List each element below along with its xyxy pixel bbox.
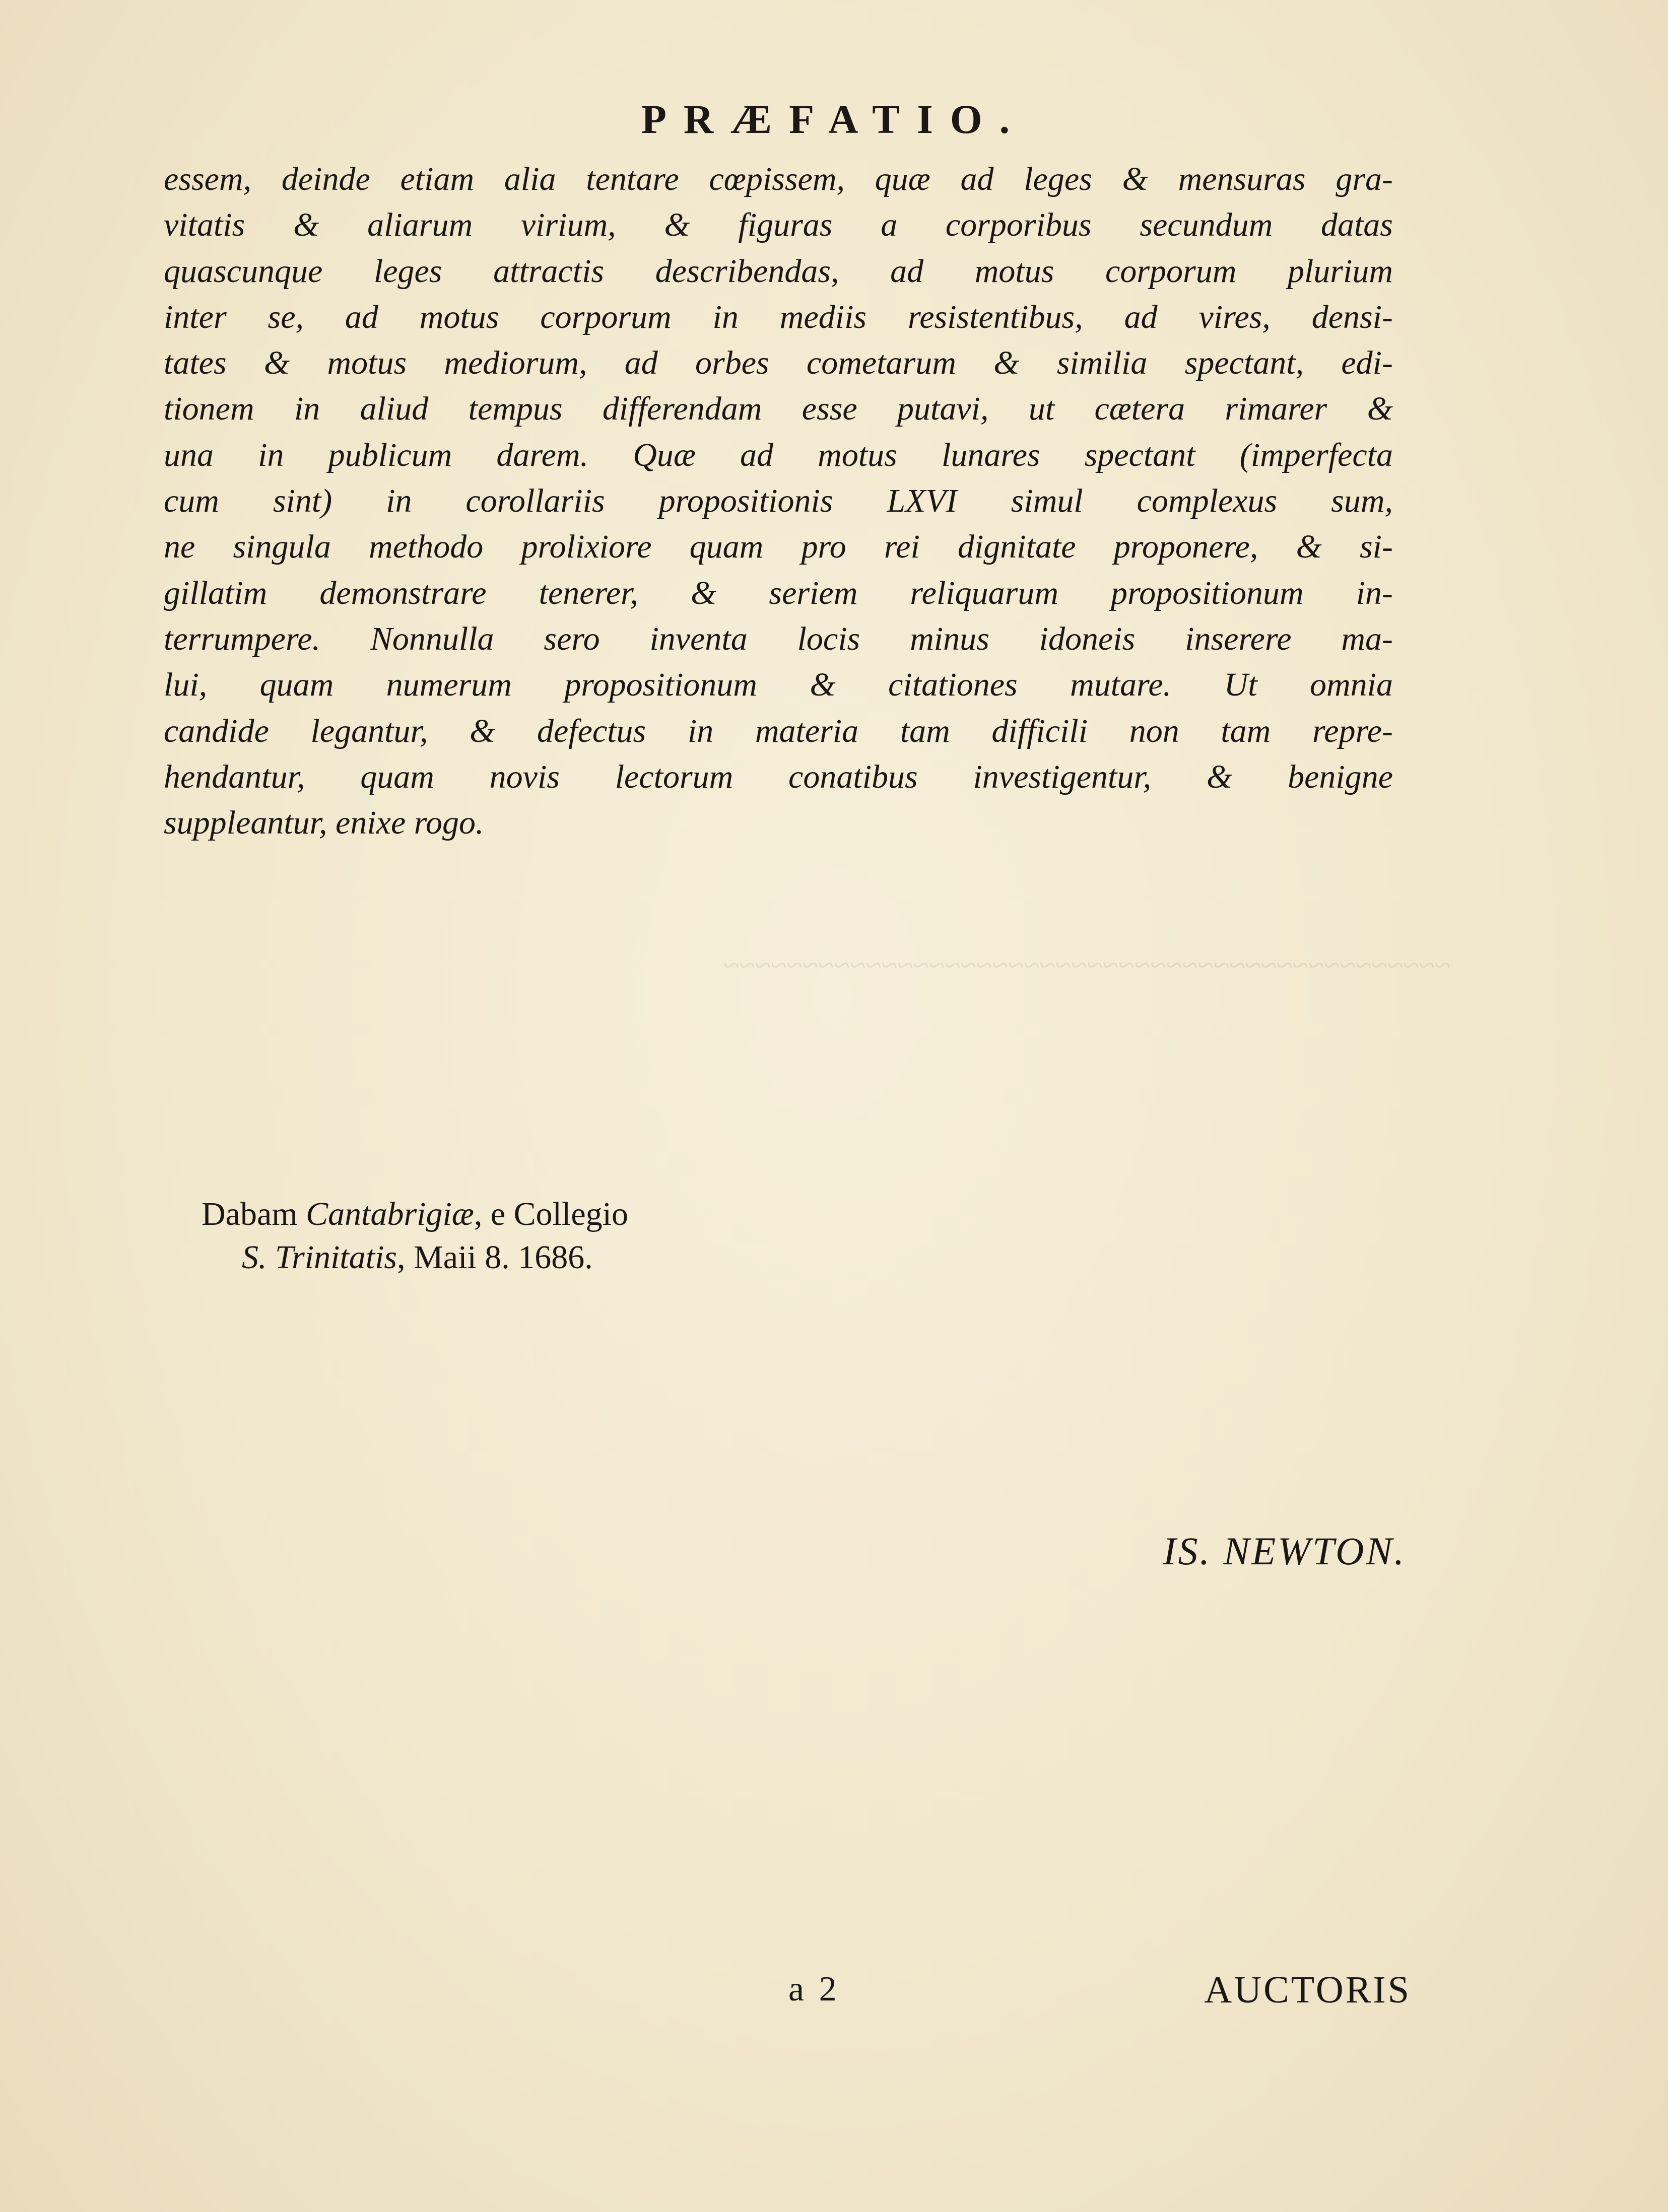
preface-body [164, 156, 1393, 846]
body-line: essem, deinde etiam alia tentare cœpissem, quæ ad leges & mensuras gra- [164, 161, 1393, 197]
running-head: PRÆFATIO. [641, 96, 1027, 142]
body-line: candide legantur, & defectus in materia tam difficili non tam repre- [164, 712, 1393, 749]
body-line: tates & motus mediorum, ad orbes cometarum & similia spectant, edi- [164, 344, 1393, 382]
body-line: una in publicum darem. Quæ ad motus lunares spectant (imperfecta [164, 436, 1393, 473]
body-line: cum sint) in corollariis propositionis LXVI simul complexus sum, [164, 482, 1393, 520]
body-line: vitatis & aliarum virium, & figuras a corporibus secundum datas [164, 206, 1393, 244]
catchword: AUCTORIS [1204, 1969, 1411, 2011]
body-line-last: suppleantur, enixe rogo. [164, 804, 484, 842]
dateline-college-intro: , e Collegio [474, 1196, 628, 1232]
body-line: quascunque leges attractis describendas, ad motus corporum plurium [164, 252, 1393, 290]
dateline-line-2 [202, 1236, 628, 1279]
dateline-college: S. Trinitatis [242, 1239, 397, 1276]
body-line: terrumpere. Nonnulla sero inventa locis minus idoneis inserere ma- [164, 620, 1393, 657]
body-line: lui, quam numerum propositionum & citationes mutare. Ut omnia [164, 666, 1393, 704]
body-line: hendantur, quam novis lectorum conatibus investigentur, & benigne [164, 758, 1393, 795]
dateline-date: , Maii 8. 1686. [397, 1239, 593, 1276]
body-line: gillatim demonstrare tenerer, & seriem reliquarum propositionum in- [164, 574, 1393, 611]
body-line: ne singula methodo prolixiore quam pro rei dignitate proponere, & si- [164, 528, 1393, 566]
show-through-text: ~~~~~~~~~~~~~~~~~~~~~~~~~~~~~~~~~~~~~~~~~~~~~~ [723, 949, 1451, 982]
body-line: inter se, ad motus corporum in mediis resistentibus, ad vires, densi- [164, 298, 1393, 335]
dateline-line-1 [202, 1193, 628, 1236]
signature-mark: a 2 [788, 1970, 840, 2009]
dateline-place: Cantabrigiæ [306, 1196, 474, 1232]
dateline [202, 1193, 628, 1279]
body-line: tionem in aliud tempus differendam esse putavi, ut cætera rimarer & [164, 390, 1393, 428]
author-signature: IS. NEWTON. [1163, 1529, 1406, 1573]
dateline-prefix: Dabam [202, 1196, 306, 1232]
